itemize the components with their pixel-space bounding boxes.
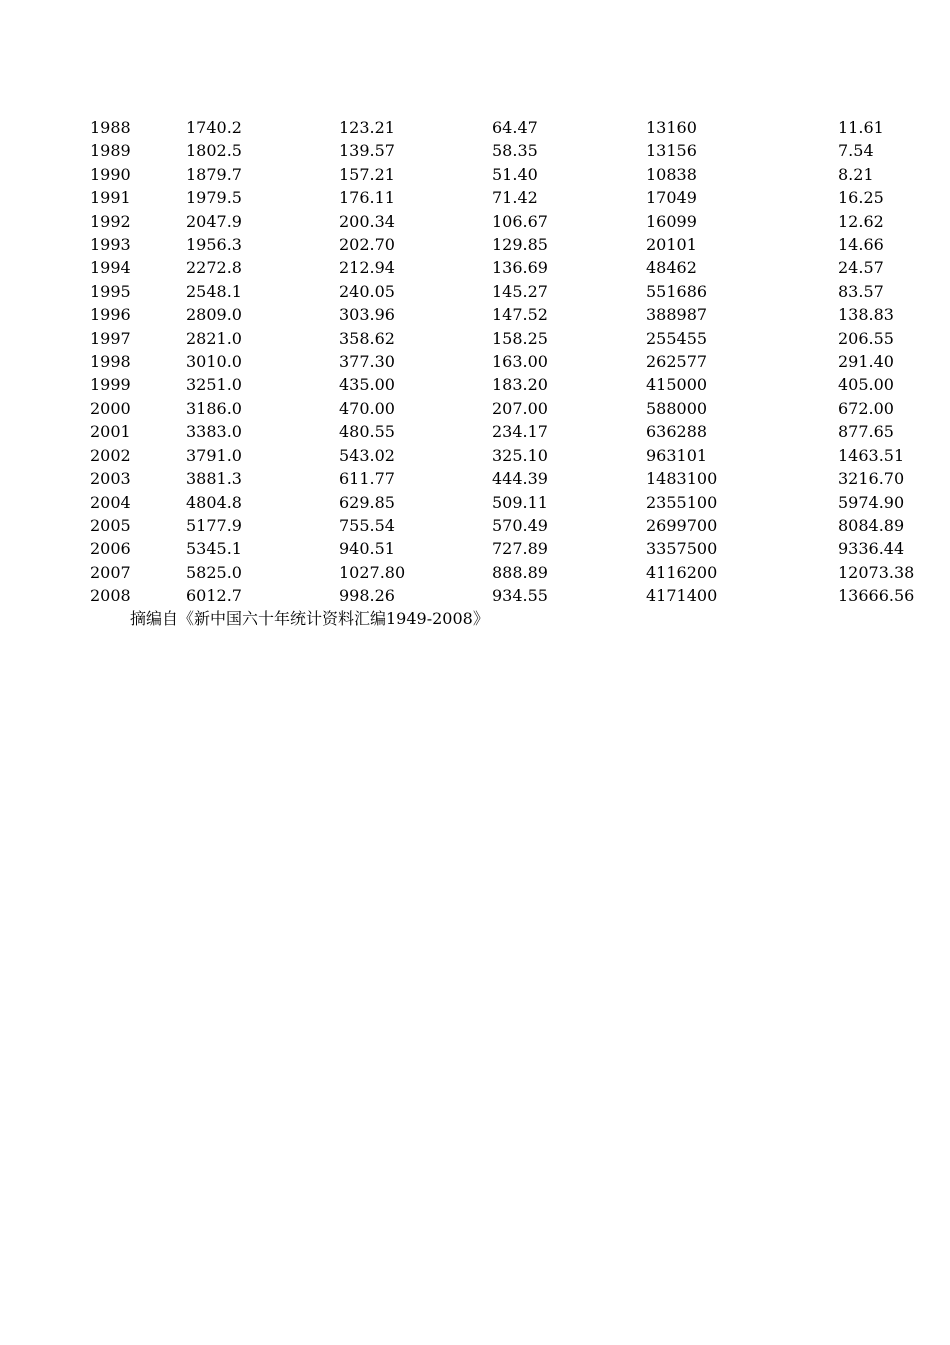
value-cell: 444.39 xyxy=(492,469,548,489)
value-cell: 2821.0 xyxy=(186,328,242,348)
value-cell: 3881.3 xyxy=(186,469,242,489)
table-row xyxy=(90,350,920,373)
value-cell: 139.57 xyxy=(339,141,395,161)
table-row xyxy=(90,420,920,443)
value-cell: 10838 xyxy=(646,164,697,184)
value-cell: 405.00 xyxy=(838,375,894,395)
value-cell: 3186.0 xyxy=(186,398,242,418)
value-cell: 136.69 xyxy=(492,258,548,278)
table-row xyxy=(90,280,920,303)
value-cell: 1483100 xyxy=(646,469,718,489)
table-row xyxy=(90,256,920,279)
value-cell: 206.55 xyxy=(838,328,894,348)
value-cell: 11.61 xyxy=(838,118,884,137)
value-cell: 262577 xyxy=(646,352,708,372)
value-cell: 200.34 xyxy=(339,211,395,231)
value-cell: 415000 xyxy=(646,375,708,395)
value-cell: 1979.5 xyxy=(186,188,242,208)
value-cell: 303.96 xyxy=(339,305,395,325)
value-cell: 470.00 xyxy=(339,398,395,418)
value-cell: 3791.0 xyxy=(186,445,242,465)
year-cell: 1992 xyxy=(90,211,131,231)
year-cell: 2006 xyxy=(90,539,131,559)
table-body xyxy=(90,116,920,608)
year-cell: 2004 xyxy=(90,492,131,512)
value-cell: 940.51 xyxy=(339,539,395,559)
table-row xyxy=(90,514,920,537)
value-cell: 358.62 xyxy=(339,328,395,348)
value-cell: 3383.0 xyxy=(186,422,242,442)
value-cell: 934.55 xyxy=(492,586,548,606)
year-cell: 1994 xyxy=(90,258,131,278)
value-cell: 13156 xyxy=(646,141,697,161)
year-cell: 2001 xyxy=(90,422,131,442)
value-cell: 388987 xyxy=(646,305,708,325)
value-cell: 51.40 xyxy=(492,164,538,184)
value-cell: 5345.1 xyxy=(186,539,242,559)
value-cell: 16099 xyxy=(646,211,697,231)
table-row xyxy=(90,444,920,467)
year-cell: 2000 xyxy=(90,398,131,418)
year-cell: 2005 xyxy=(90,515,131,535)
value-cell: 13160 xyxy=(646,118,697,137)
year-cell: 1989 xyxy=(90,141,131,161)
value-cell: 8.21 xyxy=(838,164,874,184)
table-row xyxy=(90,373,920,396)
value-cell: 202.70 xyxy=(339,235,395,255)
table-row xyxy=(90,584,920,607)
value-cell: 543.02 xyxy=(339,445,395,465)
table-row xyxy=(90,233,920,256)
year-cell: 1999 xyxy=(90,375,131,395)
value-cell: 611.77 xyxy=(339,469,395,489)
table-row xyxy=(90,303,920,326)
value-cell: 435.00 xyxy=(339,375,395,395)
value-cell: 8084.89 xyxy=(838,515,905,535)
value-cell: 727.89 xyxy=(492,539,548,559)
table-row xyxy=(90,467,920,490)
year-cell: 1991 xyxy=(90,188,131,208)
value-cell: 1463.51 xyxy=(838,445,905,465)
value-cell: 588000 xyxy=(646,398,708,418)
value-cell: 12073.38 xyxy=(838,562,915,582)
value-cell: 212.94 xyxy=(339,258,395,278)
value-cell: 1027.80 xyxy=(339,562,406,582)
value-cell: 325.10 xyxy=(492,445,548,465)
table-row xyxy=(90,163,920,186)
table-row xyxy=(90,186,920,209)
year-cell: 1993 xyxy=(90,235,131,255)
value-cell: 480.55 xyxy=(339,422,395,442)
table-row xyxy=(90,561,920,584)
value-cell: 240.05 xyxy=(339,281,395,301)
value-cell: 5974.90 xyxy=(838,492,905,512)
value-cell: 106.67 xyxy=(492,211,548,231)
value-cell: 3010.0 xyxy=(186,352,242,372)
value-cell: 20101 xyxy=(646,235,697,255)
year-cell: 1990 xyxy=(90,164,131,184)
value-cell: 255455 xyxy=(646,328,708,348)
value-cell: 551686 xyxy=(646,281,708,301)
value-cell: 2809.0 xyxy=(186,305,242,325)
table-row xyxy=(90,491,920,514)
value-cell: 672.00 xyxy=(838,398,894,418)
value-cell: 71.42 xyxy=(492,188,538,208)
value-cell: 9336.44 xyxy=(838,539,905,559)
value-cell: 157.21 xyxy=(339,164,395,184)
value-cell: 2272.8 xyxy=(186,258,242,278)
value-cell: 158.25 xyxy=(492,328,548,348)
year-cell: 1988 xyxy=(90,118,131,137)
value-cell: 509.11 xyxy=(492,492,548,512)
year-cell: 1995 xyxy=(90,281,131,301)
value-cell: 7.54 xyxy=(838,141,874,161)
value-cell: 83.57 xyxy=(838,281,884,301)
value-cell: 14.66 xyxy=(838,235,884,255)
value-cell: 24.57 xyxy=(838,258,884,278)
year-cell: 2007 xyxy=(90,562,131,582)
value-cell: 291.40 xyxy=(838,352,894,372)
value-cell: 963101 xyxy=(646,445,708,465)
year-cell: 1997 xyxy=(90,328,131,348)
table-row xyxy=(90,116,920,139)
value-cell: 58.35 xyxy=(492,141,538,161)
value-cell: 1802.5 xyxy=(186,141,242,161)
value-cell: 877.65 xyxy=(838,422,894,442)
value-cell: 129.85 xyxy=(492,235,548,255)
value-cell: 64.47 xyxy=(492,118,538,137)
value-cell: 755.54 xyxy=(339,515,395,535)
value-cell: 2548.1 xyxy=(186,281,242,301)
value-cell: 2047.9 xyxy=(186,211,242,231)
table-row xyxy=(90,537,920,560)
table-row xyxy=(90,210,920,233)
value-cell: 3216.70 xyxy=(838,469,905,489)
value-cell: 16.25 xyxy=(838,188,884,208)
value-cell: 207.00 xyxy=(492,398,548,418)
value-cell: 629.85 xyxy=(339,492,395,512)
value-cell: 888.89 xyxy=(492,562,548,582)
year-cell: 2008 xyxy=(90,586,131,606)
value-cell: 1740.2 xyxy=(186,118,242,137)
value-cell: 12.62 xyxy=(838,211,884,231)
table-row xyxy=(90,139,920,162)
value-cell: 377.30 xyxy=(339,352,395,372)
value-cell: 138.83 xyxy=(838,305,894,325)
year-cell: 2002 xyxy=(90,445,131,465)
value-cell: 3357500 xyxy=(646,539,718,559)
value-cell: 147.52 xyxy=(492,305,548,325)
table-row xyxy=(90,397,920,420)
value-cell: 176.11 xyxy=(339,188,395,208)
value-cell: 234.17 xyxy=(492,422,548,442)
value-cell: 570.49 xyxy=(492,515,548,535)
value-cell: 13666.56 xyxy=(838,586,915,606)
value-cell: 2699700 xyxy=(646,515,718,535)
value-cell: 4804.8 xyxy=(186,492,242,512)
value-cell: 4171400 xyxy=(646,586,718,606)
value-cell: 3251.0 xyxy=(186,375,242,395)
table-row xyxy=(90,327,920,350)
value-cell: 998.26 xyxy=(339,586,395,606)
value-cell: 6012.7 xyxy=(186,586,242,606)
value-cell: 2355100 xyxy=(646,492,718,512)
value-cell: 163.00 xyxy=(492,352,548,372)
value-cell: 183.20 xyxy=(492,375,548,395)
year-cell: 1998 xyxy=(90,352,131,372)
data-table xyxy=(90,116,920,608)
value-cell: 145.27 xyxy=(492,281,548,301)
year-cell: 1996 xyxy=(90,305,131,325)
value-cell: 5177.9 xyxy=(186,515,242,535)
value-cell: 4116200 xyxy=(646,562,718,582)
value-cell: 1879.7 xyxy=(186,164,242,184)
year-cell: 2003 xyxy=(90,469,131,489)
value-cell: 636288 xyxy=(646,422,708,442)
value-cell: 1956.3 xyxy=(186,235,242,255)
value-cell: 5825.0 xyxy=(186,562,242,582)
value-cell: 48462 xyxy=(646,258,697,278)
value-cell: 17049 xyxy=(646,188,697,208)
value-cell: 123.21 xyxy=(339,118,395,137)
source-note: 摘编自《新中国六十年统计资料汇编1949-2008》 xyxy=(130,609,489,628)
spreadsheet-sheet xyxy=(0,116,950,608)
